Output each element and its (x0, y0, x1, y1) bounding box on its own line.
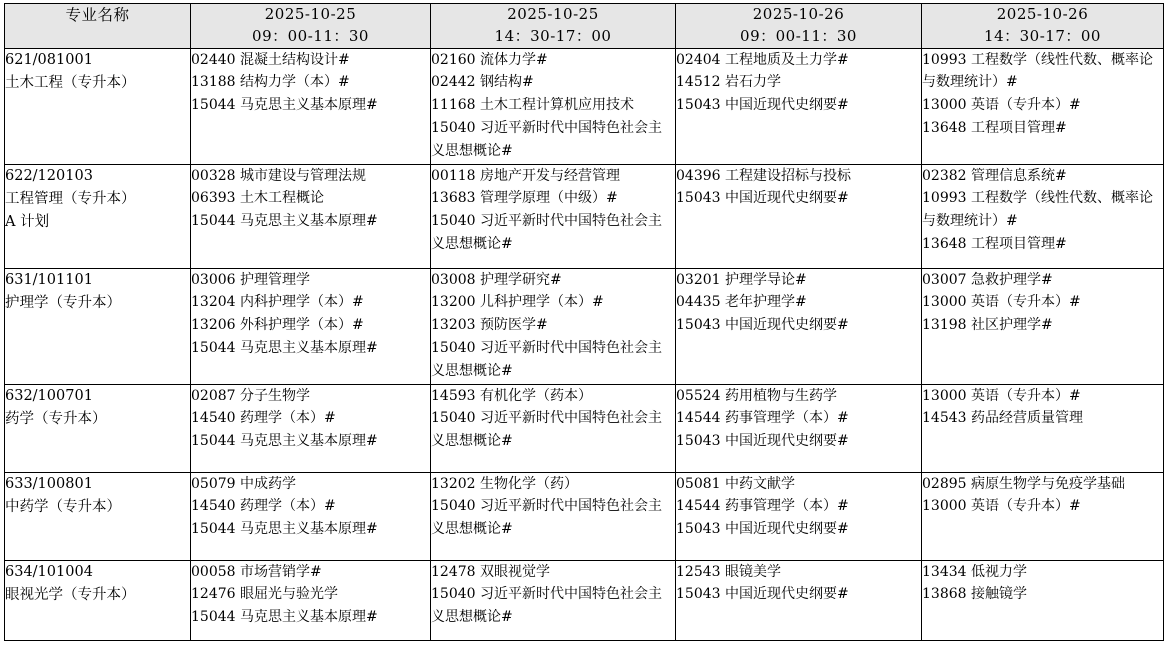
major-line: A 计划 (5, 214, 50, 231)
session-cell (922, 384, 1164, 472)
course-entry: 02442 钢结构# (431, 74, 534, 91)
course-entry: 14540 药理学（本）# (191, 410, 336, 427)
course-entry: 14512 岩石力学 (676, 74, 781, 91)
course-entry: 13203 预防医学# (431, 317, 548, 334)
course-entry: 12476 眼屈光与验光学 (191, 586, 338, 603)
major-line: 634/101004 (5, 563, 93, 580)
course-entry: 15040 习近平新时代中国特色社会主义思想概论# (431, 586, 662, 626)
table-row (5, 268, 1164, 384)
table-row (5, 48, 1164, 164)
session-cell (676, 48, 922, 164)
course-entry: 14543 药品经营质量管理 (922, 410, 1083, 427)
header-time: 14：30-17：00 (984, 26, 1101, 45)
course-entry: 10993 工程数学（线性代数、概率论与数理统计）# (922, 51, 1153, 91)
table-row (5, 384, 1164, 472)
course-entry: 04396 工程建设招标与投标 (676, 167, 851, 184)
course-entry: 12478 双眼视觉学 (431, 563, 550, 580)
course-entry: 00118 房地产开发与经营管理 (431, 167, 620, 184)
course-entry: 13198 社区护理学# (922, 317, 1053, 334)
course-entry: 12543 眼镜美学 (676, 563, 781, 580)
course-entry: 05081 中药文献学 (676, 475, 795, 492)
major-line: 633/100801 (5, 475, 93, 492)
course-entry: 03006 护理管理学 (191, 271, 310, 288)
course-entry: 13000 英语（专升本）# (922, 498, 1081, 515)
header-line-1: 专业名称 (65, 6, 130, 24)
major-line: 药学（专升本） (5, 410, 107, 427)
course-entry: 13202 生物化学（药） (431, 475, 578, 492)
session-cell (676, 384, 922, 472)
major-cell (5, 268, 191, 384)
major-line: 中药学（专升本） (5, 498, 121, 515)
session-cell (191, 164, 431, 268)
course-entry: 15044 马克思主义基本原理# (191, 609, 378, 626)
major-line: 632/100701 (5, 387, 93, 404)
course-entry: 13000 英语（专升本）# (922, 97, 1081, 114)
course-entry: 05524 药用植物与生药学 (676, 387, 837, 404)
course-entry: 05079 中成药学 (191, 475, 296, 492)
session-cell (431, 48, 676, 164)
header-date: 2025-10-25 (507, 5, 599, 23)
session-cell (191, 384, 431, 472)
course-entry: 15044 马克思主义基本原理# (191, 433, 378, 450)
major-line: 护理学（专升本） (5, 294, 121, 311)
course-entry: 13000 英语（专升本）# (922, 294, 1081, 311)
course-entry: 13868 接触镜学 (922, 586, 1027, 603)
course-entry: 13188 结构力学（本）# (191, 74, 350, 91)
column-header-session-1 (191, 4, 431, 49)
course-entry: 03008 护理学研究# (431, 271, 562, 288)
course-entry: 14540 药理学（本）# (191, 498, 336, 515)
table-body (5, 48, 1164, 640)
session-cell (922, 48, 1164, 164)
exam-schedule-table (4, 3, 1164, 641)
header-date: 2025-10-25 (264, 5, 357, 23)
course-entry: 15043 中国近现代史纲要# (676, 521, 849, 538)
course-entry: 15043 中国近现代史纲要# (676, 586, 849, 603)
session-cell (431, 164, 676, 268)
course-entry: 15044 马克思主义基本原理# (191, 339, 378, 356)
session-cell (431, 472, 676, 560)
course-entry: 02382 管理信息系统# (922, 167, 1067, 184)
session-cell (922, 560, 1164, 640)
course-entry: 10993 工程数学（线性代数、概率论与数理统计）# (922, 190, 1153, 230)
header-time: 14：30-17：00 (494, 26, 612, 45)
header-time: 09：00-11：30 (252, 26, 369, 45)
session-cell (676, 472, 922, 560)
session-cell (922, 164, 1164, 268)
course-entry: 13683 管理学原理（中级）# (431, 190, 618, 207)
course-entry: 13648 工程项目管理# (922, 119, 1067, 136)
major-line: 眼视光学（专升本） (5, 586, 136, 603)
major-line: 工程管理（专升本） (5, 190, 136, 207)
course-entry: 15043 中国近现代史纲要# (676, 317, 849, 334)
course-entry: 02160 流体力学# (431, 51, 548, 68)
course-entry: 15040 习近平新时代中国特色社会主义思想概论# (431, 119, 662, 159)
session-cell (431, 384, 676, 472)
session-cell (191, 560, 431, 640)
column-header-session-2 (431, 4, 676, 49)
course-entry: 15040 习近平新时代中国特色社会主义思想概论# (431, 213, 662, 252)
major-cell (5, 560, 191, 640)
course-entry: 02895 病原生物学与免疫学基础 (922, 475, 1125, 492)
session-cell (676, 560, 922, 640)
course-entry: 04435 老年护理学# (676, 294, 807, 311)
course-entry: 03007 急救护理学# (922, 271, 1053, 288)
table-row (5, 472, 1164, 560)
session-cell (922, 472, 1164, 560)
session-cell (676, 268, 922, 384)
course-entry: 15043 中国近现代史纲要# (676, 97, 849, 114)
course-entry: 13204 内科护理学（本）# (191, 294, 364, 311)
major-line: 622/120103 (5, 167, 93, 184)
course-entry: 13200 儿科护理学（本）# (431, 294, 604, 311)
column-header-major (5, 4, 191, 49)
course-entry: 14593 有机化学（药本） (431, 387, 592, 404)
course-entry: 00058 市场营销学# (191, 563, 322, 580)
session-cell (431, 560, 676, 640)
course-entry: 02404 工程地质及土力学# (676, 51, 849, 68)
course-entry: 14544 药事管理学（本）# (676, 498, 849, 515)
column-header-session-3 (676, 4, 922, 49)
course-entry: 15040 习近平新时代中国特色社会主义思想概论# (431, 339, 662, 379)
course-entry: 13000 英语（专升本）# (922, 387, 1081, 404)
course-entry: 15040 习近平新时代中国特色社会主义思想概论# (431, 410, 662, 450)
course-entry: 15040 习近平新时代中国特色社会主义思想概论# (431, 498, 662, 538)
header-row (5, 4, 1164, 49)
header-date: 2025-10-26 (752, 5, 845, 23)
course-entry: 03201 护理学导论# (676, 271, 807, 288)
course-entry: 13648 工程项目管理# (922, 235, 1067, 252)
course-entry: 15044 马克思主义基本原理# (191, 213, 378, 230)
table-header (5, 4, 1164, 49)
major-cell (5, 164, 191, 268)
table-row (5, 560, 1164, 640)
major-line: 621/081001 (5, 51, 93, 68)
course-entry: 13206 外科护理学（本）# (191, 317, 364, 334)
session-cell (191, 472, 431, 560)
course-entry: 00328 城市建设与管理法规 (191, 167, 366, 184)
major-line: 631/101101 (5, 271, 93, 288)
course-entry: 15043 中国近现代史纲要# (676, 190, 849, 207)
course-entry: 15044 马克思主义基本原理# (191, 521, 378, 538)
major-line: 土木工程（专升本） (5, 74, 136, 91)
session-cell (922, 268, 1164, 384)
major-cell (5, 384, 191, 472)
session-cell (431, 268, 676, 384)
header-time: 09：00-11：30 (740, 26, 857, 45)
major-cell (5, 472, 191, 560)
course-entry: 13434 低视力学 (922, 563, 1027, 580)
course-entry: 14544 药事管理学（本）# (676, 410, 849, 427)
session-cell (191, 48, 431, 164)
course-entry: 02087 分子生物学 (191, 387, 310, 404)
major-cell (5, 48, 191, 164)
course-entry: 02440 混凝土结构设计# (191, 51, 350, 68)
session-cell (676, 164, 922, 268)
course-entry: 15044 马克思主义基本原理# (191, 97, 378, 114)
course-entry: 06393 土木工程概论 (191, 190, 324, 207)
session-cell (191, 268, 431, 384)
table-row (5, 164, 1164, 268)
header-date: 2025-10-26 (996, 5, 1089, 23)
column-header-session-4 (922, 4, 1164, 49)
course-entry: 15043 中国近现代史纲要# (676, 433, 849, 450)
course-entry: 11168 土木工程计算机应用技术 (431, 97, 634, 114)
